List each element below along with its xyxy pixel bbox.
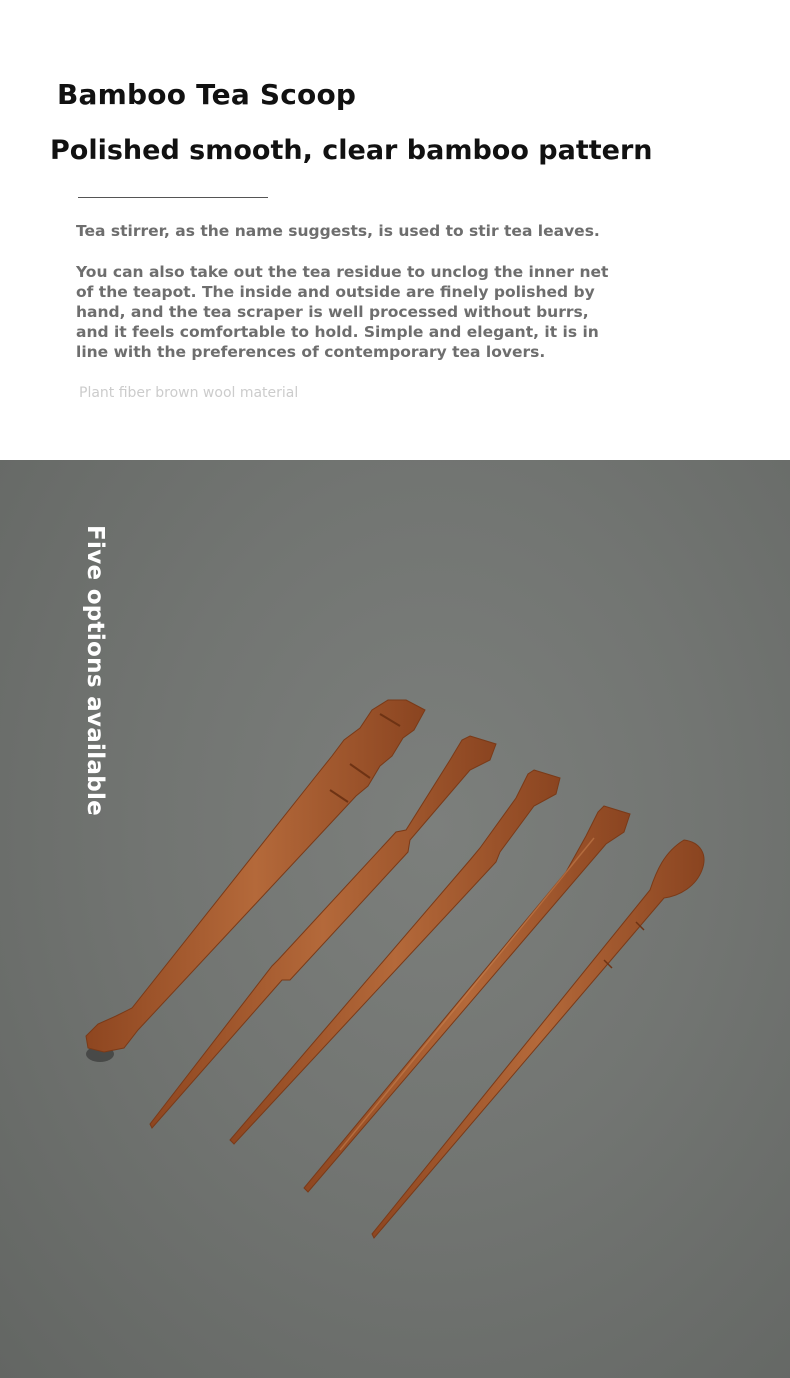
tea-scoop-5	[372, 840, 704, 1238]
material-note: Plant fiber brown wool material	[79, 385, 299, 401]
description-paragraph-2: You can also take out the tea residue to unclog the inner net of the teapot. The inside and outside are finely polished by hand, and the tea scraper is well processed without burrs, and it feels comfortable to hold. Simple and elegant, it is in line with the preferences of contemporary tea lovers.	[76, 263, 609, 361]
description-paragraph-1: Tea stirrer, as the name suggests, is used to stir tea leaves.	[76, 222, 600, 240]
description-section	[0, 0, 790, 460]
product-subtitle: Polished smooth, clear bamboo pattern	[50, 135, 653, 166]
tea-scoop-illustration	[0, 460, 790, 1378]
options-caption: Five options available	[82, 525, 108, 817]
product-photo	[0, 460, 790, 1378]
product-title: Bamboo Tea Scoop	[57, 78, 357, 111]
divider-line	[78, 197, 268, 198]
